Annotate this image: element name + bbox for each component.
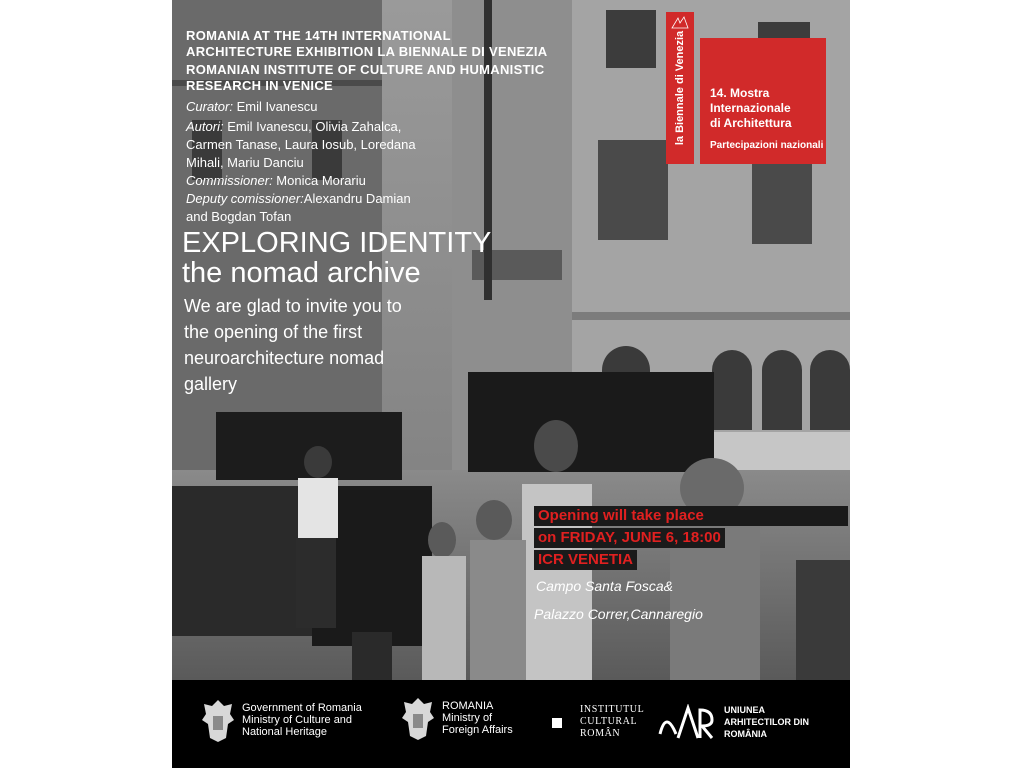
commissioner-value: Monica Morariu: [272, 173, 366, 188]
uar-logo-icon: [656, 704, 716, 742]
biennale-line-2: Internazionale: [710, 101, 791, 115]
uar-line-2: ARHITECTILOR DIN: [724, 717, 809, 727]
coat-of-arms-icon: [400, 696, 436, 742]
curator-credit: [186, 98, 318, 116]
invite-line-3: neuroarchitecture nomad: [184, 348, 385, 368]
winged-lion-icon: [670, 14, 690, 34]
opening-line-2: on FRIDAY, JUNE 6, 18:00: [534, 528, 725, 548]
uar-line-1: UNIUNEA: [724, 705, 766, 715]
commissioner-label: Commissioner:: [186, 173, 273, 188]
deputy-value-2: and Bogdan Tofan: [186, 209, 292, 224]
icr-line-2: CULTURAL: [580, 716, 638, 727]
biennale-vertical-text: la Biennale di Venezia: [674, 30, 686, 146]
invite-line-1: We are glad to invite you to: [184, 296, 402, 316]
header-line-2: ARCHITECTURE EXHIBITION LA BIENNALE DI VENEZIA: [186, 44, 548, 59]
biennale-line-1: 14. Mostra: [710, 86, 770, 100]
biennale-vertical-band: [666, 12, 694, 164]
biennale-red-box: [700, 38, 826, 164]
gov-line-1: Government of Romania: [242, 702, 362, 714]
opening-line-1: Opening will take place: [534, 506, 848, 526]
biennale-line-3: di Architettura: [710, 116, 792, 130]
venue-line-2: Palazzo Correr,Cannaregio: [534, 606, 703, 622]
venue-line-1: Campo Santa Fosca&: [536, 578, 673, 594]
invite-line-2: the opening of the first: [184, 322, 363, 342]
icr-line-3: ROMÂN: [580, 728, 621, 739]
authors-value-1: Emil Ivanescu, Olivia Zahalca,: [223, 119, 402, 134]
deputy-label: Deputy comissioner:: [186, 191, 304, 206]
uar-line-3: ROMÂNIA: [724, 729, 767, 739]
biennale-line-4: Partecipazioni nazionali: [710, 140, 824, 151]
icr-line-1: INSTITUTUL: [580, 704, 645, 715]
exhibition-title: EXPLORING IDENTITY: [182, 227, 492, 259]
sponsor-footer: [172, 680, 850, 768]
icr-cross-icon: [540, 706, 574, 740]
commissioner-credit: [186, 172, 366, 190]
deputy-value-1: Alexandru Damian: [303, 191, 411, 206]
authors-label: Autori:: [186, 119, 224, 134]
authors-credit: [186, 118, 401, 136]
gov-line-2: Ministry of Culture and: [242, 714, 353, 726]
gov-line-3: National Heritage: [242, 726, 327, 738]
mfa-line-1: ROMANIA: [442, 700, 494, 712]
coat-of-arms-icon: [200, 698, 236, 744]
invite-line-4: gallery: [184, 374, 238, 394]
header-line-3: ROMANIAN INSTITUTE OF CULTURE AND HUMANISTIC: [186, 62, 545, 77]
mfa-line-3: Foreign Affairs: [442, 724, 513, 736]
header-line-4: RESEARCH IN VENICE: [186, 78, 333, 93]
event-poster: [172, 0, 850, 768]
authors-value-3: Mihali, Mariu Danciu: [186, 155, 304, 170]
biennale-badge: [666, 12, 826, 164]
mfa-line-2: Ministry of: [442, 712, 493, 724]
curator-label: Curator:: [186, 99, 233, 114]
curator-value: Emil Ivanescu: [232, 99, 318, 114]
opening-line-3: ICR VENETIA: [534, 550, 637, 570]
exhibition-subtitle: the nomad archive: [182, 257, 421, 289]
header-line-1: ROMANIA AT THE 14TH INTERNATIONAL: [186, 28, 451, 43]
deputy-credit: [186, 190, 411, 208]
authors-value-2: Carmen Tanase, Laura Iosub, Loredana: [186, 137, 416, 152]
